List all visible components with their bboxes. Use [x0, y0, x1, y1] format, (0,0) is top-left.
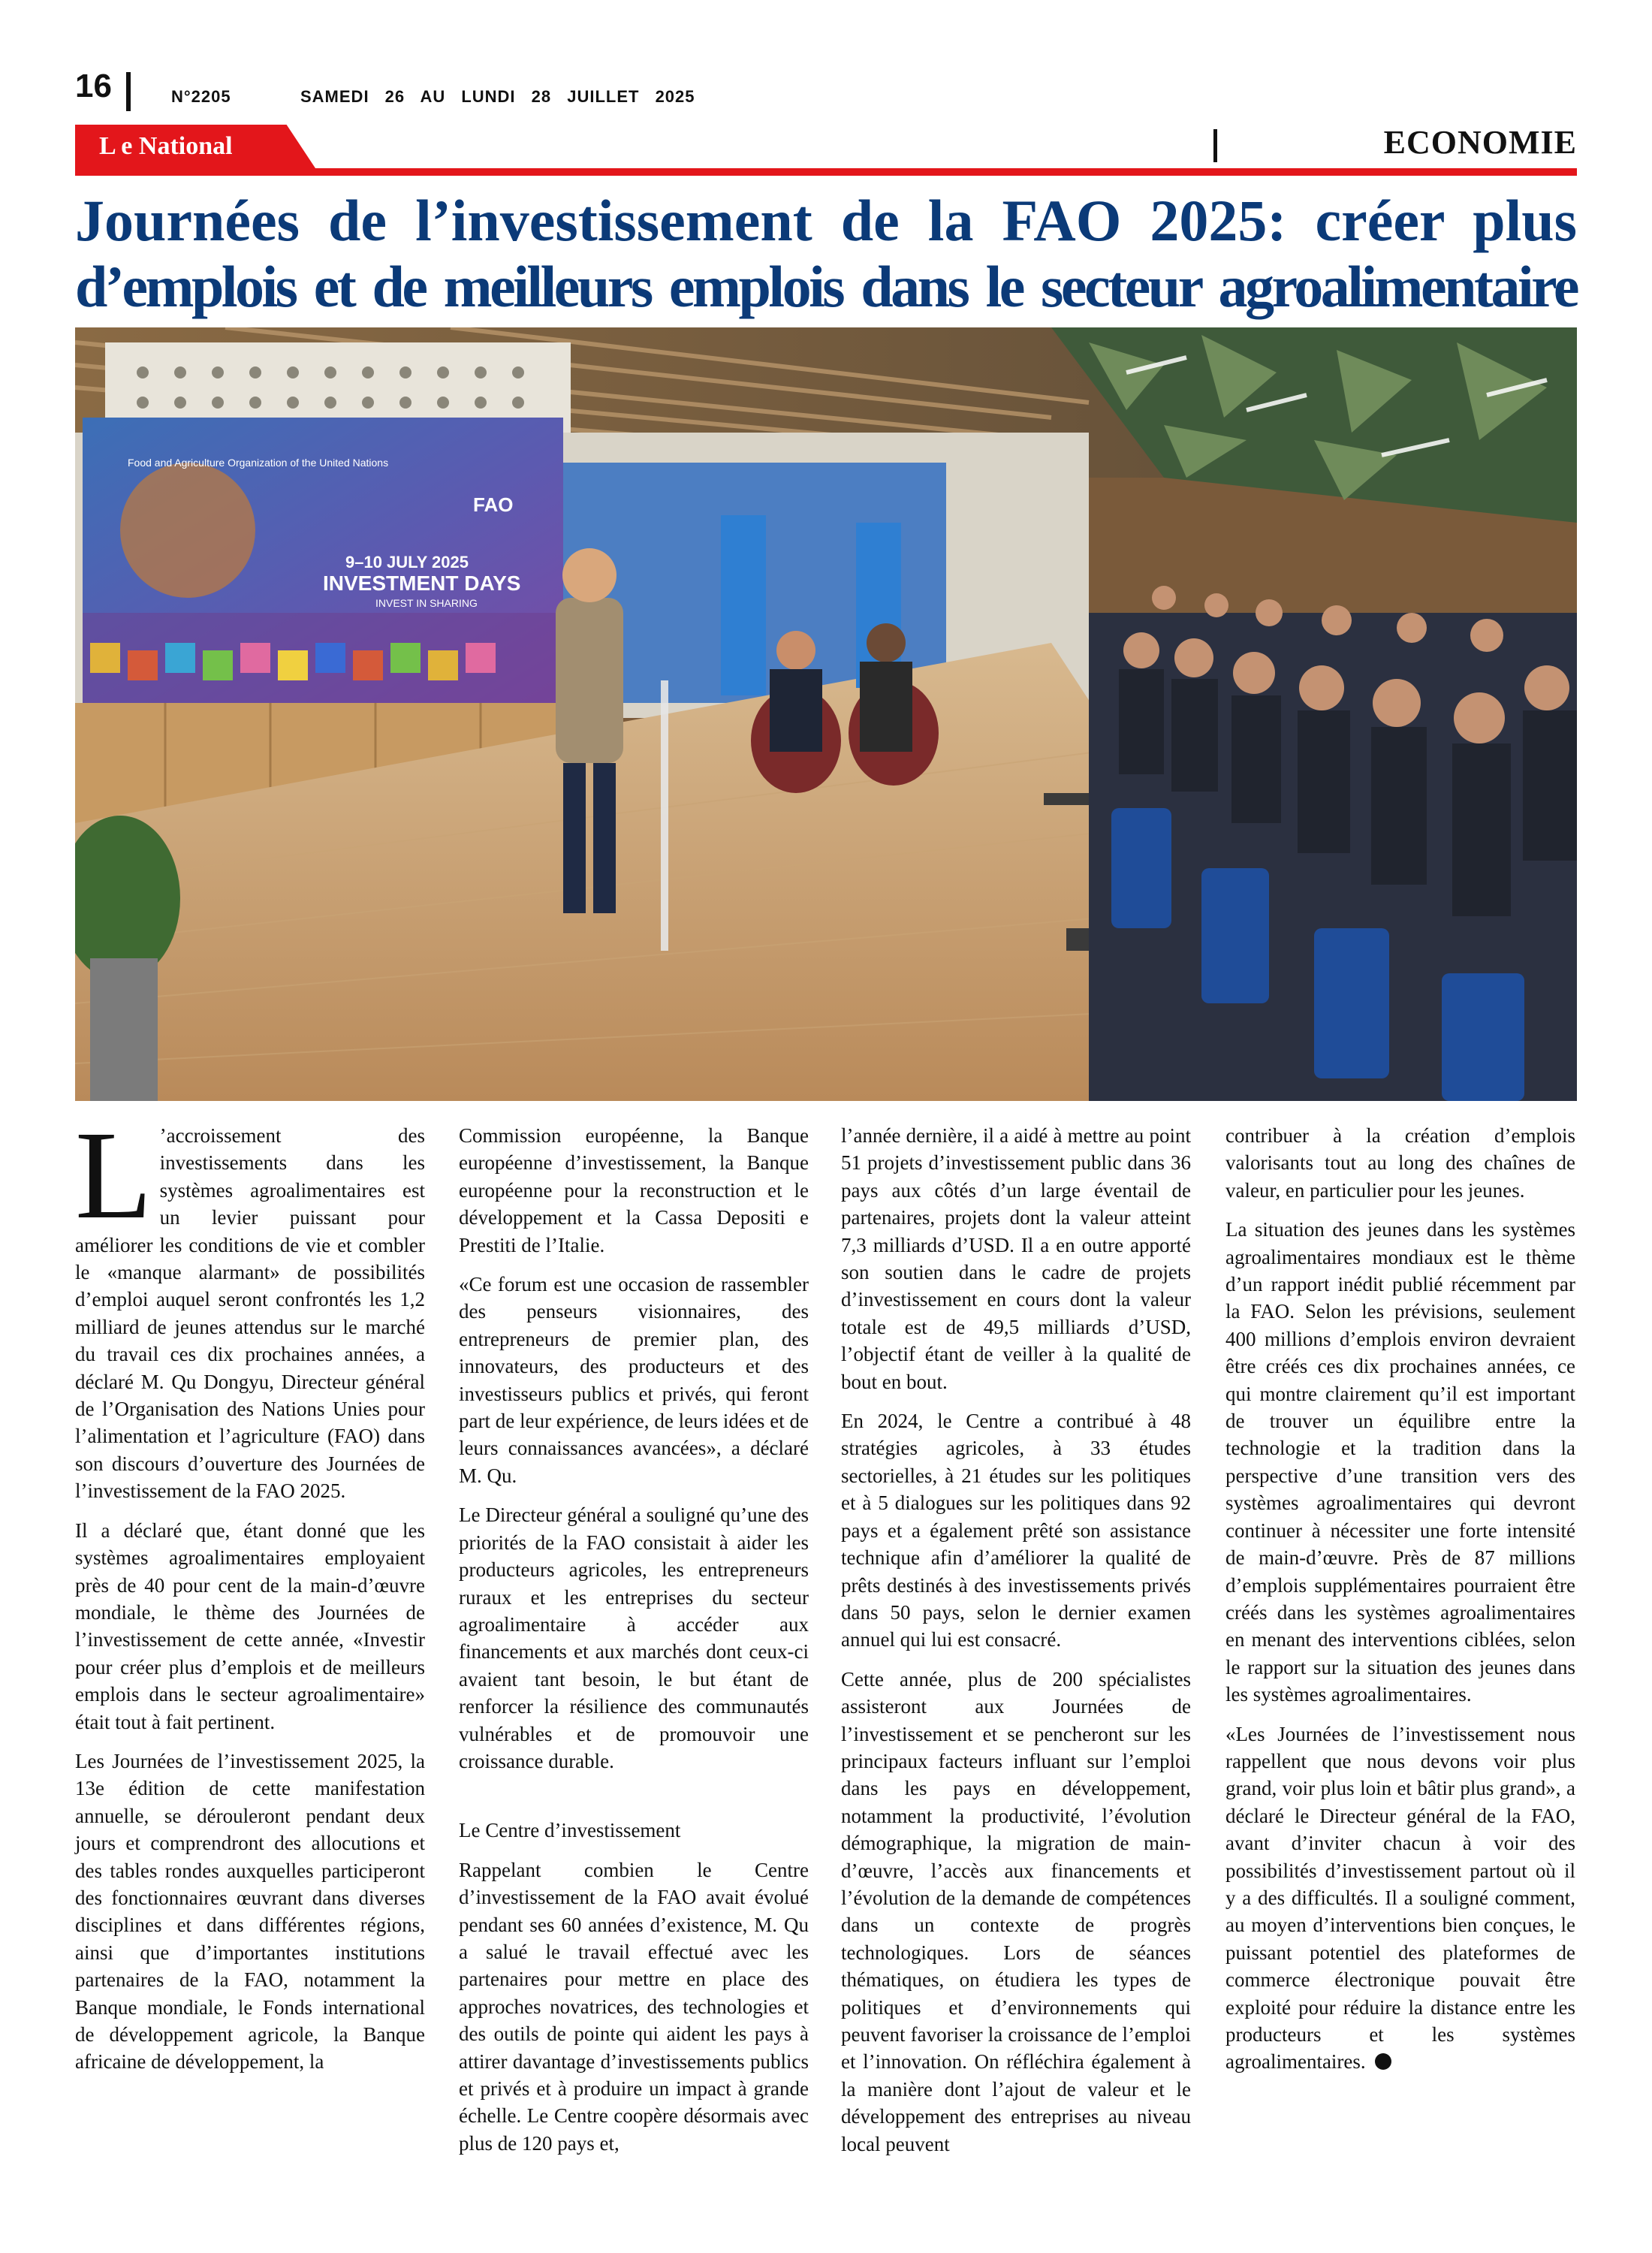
paragraph-8-part-a: Cette année, plus de 200 spécialistes assisteront aux Journées de l’investissement et se pencheront sur les principaux facteurs influant sur l’emploi dans les pays en développement, notamment la productivité, l’évolution démographique, la migration de main-d’œuvre, l’accès aux financements et l’évolution de la demande de compétences dans un contexte de progrès technologiques. Lors de séances thématiques, on étudiera les types de politiques et d’environnements qui peuvent favoriser la croissance de l’emploi et l’innovation. On réfléchira également à la manière dont l’ajout de valeur et le développement des entreprises au niveau local peuvent: [841, 1667, 1191, 2155]
end-of-article-icon: [1375, 2053, 1391, 2070]
screen-dates-text: 9–10 JULY 2025: [345, 553, 469, 572]
paragraph-5: Le Directeur général a souligné qu’une des priorités de la FAO consistait à aider les producteurs agricoles, les entrepreneurs ruraux et les entreprises du secteur agroalimentaire à accéder aux financements et aux marchés dont ceux-ci avaient tant besoin, le but étant de renforcer la résilience des communautés vulnérables et de promouvoir une croissance durable.: [459, 1504, 809, 1772]
section-label: ECONOMIE: [1383, 124, 1577, 161]
screen-title-text: INVESTMENT DAYS: [323, 572, 521, 595]
header-rule: [75, 168, 1577, 176]
article-column-4: [1225, 1122, 1575, 2088]
paragraph-3-part-a: Les Journées de l’investissement 2025, la 13e édition de cette manifestation annuelle, se dérouleront pendant deux jours et comprendront des allocutions et des tables rondes auxquelles participeront des fonctionnaires œuvrant dans diverses disciplines et dans différentes régions, ainsi que d’importantes institutions partenaires de la FAO, notamment la Banque mondiale, le Fonds international de développement agricole, la Banque africaine de développement, la: [75, 1749, 425, 2074]
screen-subtitle-text: INVEST IN SHARING: [375, 597, 478, 609]
paragraph-1: [75, 1105, 425, 1505]
issue-date: SAMEDI 26 AU LUNDI 28 JUILLET 2025: [300, 87, 695, 106]
drop-cap: L: [75, 1105, 152, 1245]
article-column-1: [75, 1105, 425, 2088]
article-column-2: [459, 1122, 809, 2169]
paragraph-8-part-b: contribuer à la création d’emplois valorisants tout au long des chaînes de valeur, en particulier pour les jeunes.: [1225, 1124, 1575, 1202]
article-headline: [75, 188, 1577, 320]
paragraph-6-part-a: Rappelant combien le Centre d’investissement de la FAO avait évolué pendant ses 60 années d’existence, M. Qu a salué le travail effectué avec les partenaires pour mettre en place des approches novatrices, des technologies et des outils de pointe qui aident les pays à attirer davantage d’investissements publics et privés et à produire un impact à grande échelle. Le Centre coopère désormais avec plus de 120 pays et,: [459, 1858, 809, 2155]
article-column-3: [841, 1122, 1191, 2170]
paragraph-9: La situation des jeunes dans les systèmes agroalimentaires mondiaux est le thème d’un rapport inédit publié récemment par la FAO. Selon les prévisions, seulement 400 millions d’emplois environ devraient être créés ces dix prochaines années, ce qui montre clairement qu’il est important de trouver un équilibre entre la technologie et la tradition dans la perspective d’une transition vers des systèmes agroalimentaires qui devront continuer à nécessiter une forte intensité de main-d’œuvre. Près de 87 millions d’emplois supplémentaires pourraient être créés dans les systèmes agroalimentaires en menant des interventions ciblées, selon le rapport sur la situation des jeunes dans les systèmes agroalimentaires.: [1225, 1218, 1575, 1706]
paragraph-2: Il a déclaré que, étant donné que les systèmes agroalimentaires employaient près de 40 pour cent de la main-d’œuvre mondiale, le thème des Journées de l’investissement de cette année, «Investir pour créer plus d’emplois et de meilleurs emplois dans le secteur agroalimentaire» était tout à fait pertinent.: [75, 1519, 425, 1733]
paragraph-10: [1225, 1721, 1575, 2076]
screen-logo-text: FAO: [473, 493, 514, 516]
paragraph-6-part-b: l’année dernière, il a aidé à mettre au point 51 projets d’investissement public dans 36 pays aux côtés d’un large éventail de partenaires, projets dont la valeur atteint 7,3 milliards d’USD. Il a en outre apporté son soutien dans le cadre de projets d’investissement en cours dont la valeur totale est de 49,5 milliards d’USD, l’objectif étant de veiller à la qualité de bout en bout.: [841, 1124, 1191, 1393]
headline-line-1: Journées de l’investissement de la FAO 2025: créer plus: [75, 188, 1577, 253]
page-number: 16: [75, 68, 112, 104]
issue-number: N°2205: [171, 87, 231, 106]
screen-org-text: Food and Agriculture Organization of the United Nations: [128, 457, 389, 469]
paragraph-10-text: «Les Journées de l’investissement nous rappellent que nous devons voir plus grand, voir plus loin et bâtir plus grand», a déclaré le Directeur général de la FAO, avant d’inviter chacun à voir des possibilités d’investissement partout où il y a des difficultés. Il a souligné comment, au moyen d’interventions bien conçues, le puissant potentiel des plateformes de commerce électronique pouvait être exploité pour réduire la distance entre les producteurs et les systèmes agroalimentaires.: [1225, 1722, 1575, 2074]
headline-line-2: d’emplois et de meilleurs emplois dans le secteur agroalimentaire: [75, 254, 1577, 319]
paragraph-4: «Ce forum est une occasion de rassembler des penseurs visionnaires, des entrepreneurs de premier plan, des innovateurs, des producteurs et des investisseurs publics et privés, qui feront part de leur expérience, de leurs idées et de leurs connaissances avancées», a déclaré M. Qu.: [459, 1273, 809, 1487]
page-number-divider: [126, 72, 131, 111]
paragraph-1-text: ’accroissement des investissements dans les systèmes agroalimentaires est un levier puissant pour améliorer les conditions de vie et combler le «manque alarmant» de possibilités d’emploi auquel seront confrontés les 1,2 milliard de jeunes attendus sur le marché du travail ces dix prochaines années, a déclaré M. Qu Dongyu, Directeur général de l’Organisation des Nations Unies pour l’alimentation et l’agriculture (FAO) dans son discours d’ouverture des Journées de l’investissement de la FAO 2025.: [75, 1124, 425, 1503]
newspaper-brand: L e National: [99, 132, 233, 160]
paragraph-3-part-b: Commission européenne, la Banque européenne d’investissement, la Banque européenne pour la reconstruction et le développement et la Cassa Depositi e Prestiti de l’Italie.: [459, 1124, 809, 1256]
paragraph-7: En 2024, le Centre a contribué à 48 stratégies agricoles, à 33 études sectorielles, à 21 études sur les politiques et à 5 dialogues sur les politiques dans 92 pays et a également prêté son assistance technique afin d’améliorer la qualité de prêts destinés à des investissements privés dans 50 pays, selon le dernier examen annuel qui lui est consacré.: [841, 1410, 1191, 1651]
section-divider: [1213, 129, 1217, 162]
article-photo: [75, 327, 1577, 1101]
article-subhead: Le Centre d’investissement: [459, 1819, 681, 1842]
